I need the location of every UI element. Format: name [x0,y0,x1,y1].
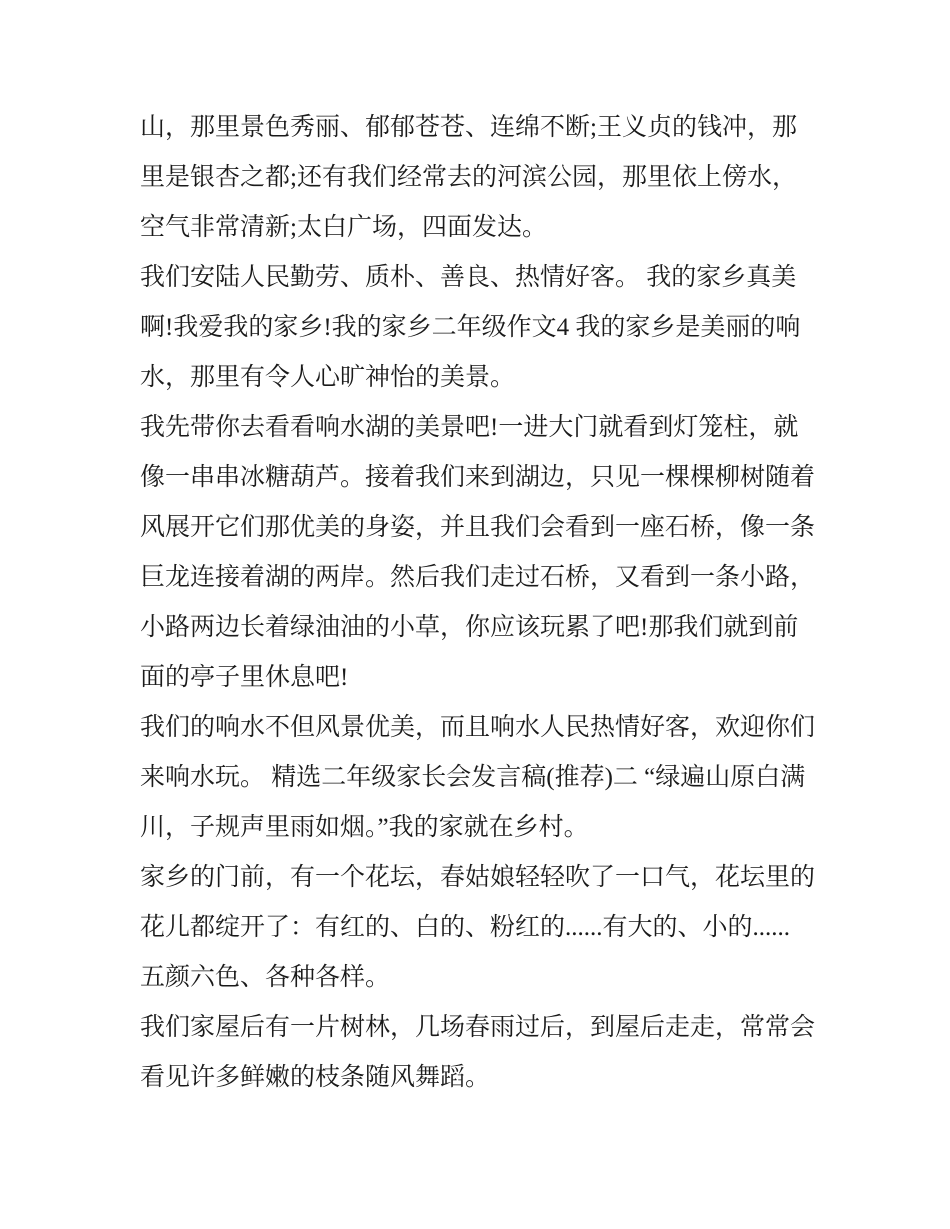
text-line: 空气非常清新;太白广场，四面发达。 [140,214,547,241]
text-line: 我们的响水不但风景优美，而且响水人民热情好客，欢迎你们 [140,714,816,741]
text-line: 我们家屋后有一片树林，几场春雨过后，到屋后走走，常常会 [140,1014,816,1041]
text-line: 来响水玩。 精选二年级家长会发言稿(推荐)二 “绿遍山原白满 [140,764,806,791]
text-line: 巨龙连接着湖的两岸。然后我们走过石桥，又看到一条小路， [140,564,816,591]
text-line: 山，那里景色秀丽、郁郁苍苍、连绵不断;王义贞的钱冲，那 [140,114,797,141]
text-line: 我先带你去看看响水湖的美景吧!一进大门就看到灯笼柱，就 [140,414,799,441]
text-line: 风展开它们那优美的身姿，并且我们会看到一座石桥，像一条 [140,514,816,541]
text-line: 我们安陆人民勤劳、质朴、善良、热情好客。 我的家乡真美 [140,264,797,291]
document-text-block [140,103,840,1103]
text-line: 看见许多鲜嫩的枝条随风舞蹈。 [140,1064,491,1091]
text-line: 花儿都绽开了：有红的、白的、粉红的......有大的、小的...... [140,914,791,941]
text-line: 像一串串冰糖葫芦。接着我们来到湖边，只见一棵棵柳树随着 [140,464,816,491]
text-line: 小路两边长着绿油油的小草，你应该玩累了吧!那我们就到前 [140,614,799,641]
text-line: 水，那里有令人心旷神怡的美景。 [140,364,516,391]
text-line: 五颜六色、各种各样。 [140,964,391,991]
text-line: 面的亭子里休息吧! [140,664,349,691]
text-line: 啊!我爱我的家乡!我的家乡二年级作文4 我的家乡是美丽的响 [140,314,801,341]
text-line: 川，子规声里雨如烟。”我的家就在乡村。 [140,814,589,841]
text-line: 家乡的门前，有一个花坛，春姑娘轻轻吹了一口气，花坛里的 [140,864,816,891]
text-line: 里是银杏之都;还有我们经常去的河滨公园，那里依上傍水， [140,164,797,191]
